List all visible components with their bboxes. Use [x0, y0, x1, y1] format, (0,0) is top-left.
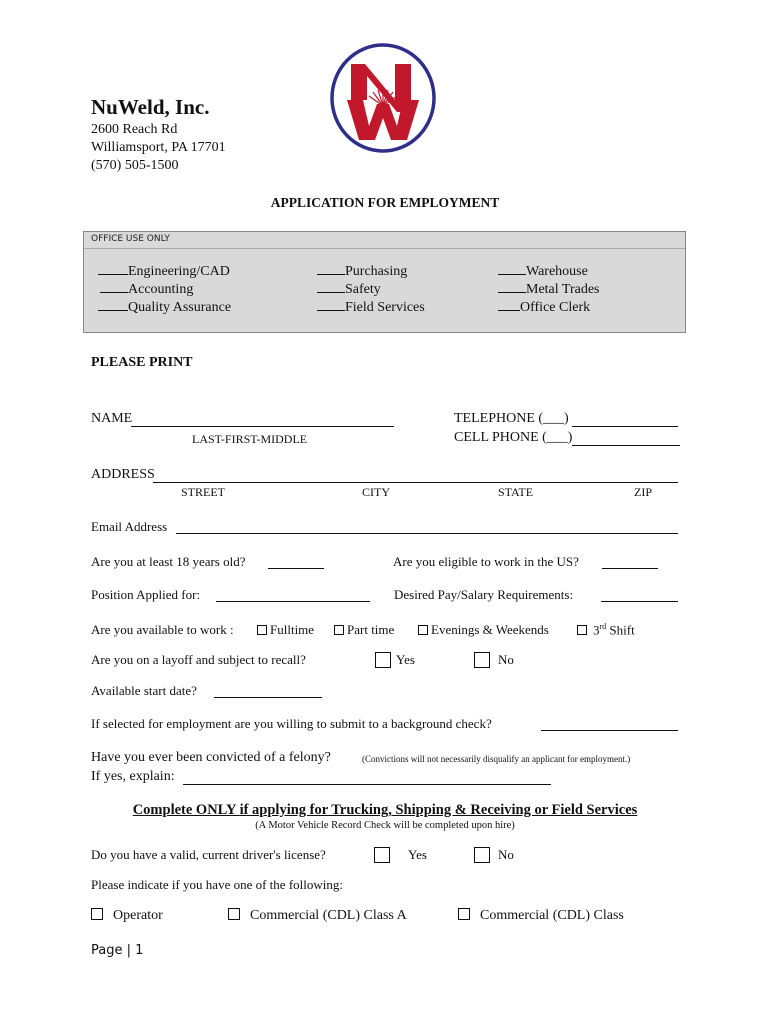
- office-item-engineering[interactable]: Engineering/CAD: [98, 262, 230, 280]
- start-date-label: Available start date?: [91, 683, 197, 698]
- office-use-divider: [84, 248, 685, 249]
- office-use-box: [83, 231, 686, 333]
- layoff-yes-checkbox[interactable]: [375, 652, 391, 668]
- availability-parttime[interactable]: Part time: [334, 622, 394, 638]
- office-item-warehouse[interactable]: Warehouse: [498, 262, 588, 280]
- position-field[interactable]: [216, 601, 370, 602]
- parttime-checkbox[interactable]: [334, 625, 344, 635]
- email-label: Email Address: [91, 519, 168, 534]
- telephone-label: TELEPHONE (___): [454, 411, 569, 426]
- cdl-checkbox[interactable]: [458, 908, 470, 920]
- office-item-purchasing[interactable]: Purchasing: [317, 262, 407, 280]
- indicate-label: Please indicate if you have one of the following:: [91, 877, 343, 892]
- mvr-note: (A Motor Vehicle Record Check will be completed upon hire): [255, 820, 515, 831]
- age-question: Are you at least 18 years old?: [91, 554, 246, 569]
- company-name: NuWeld, Inc.: [91, 95, 210, 119]
- availability-fulltime[interactable]: Fulltime: [257, 622, 314, 638]
- availability-third-shift[interactable]: 3rd Shift: [577, 622, 635, 638]
- availability-label: Are you available to work :: [91, 622, 234, 637]
- background-answer-field[interactable]: [541, 730, 678, 731]
- eligible-question: Are you eligible to work in the US?: [393, 554, 579, 569]
- address-street-label: STREET: [181, 485, 225, 499]
- license-yes-checkbox[interactable]: [374, 847, 390, 863]
- pay-label: Desired Pay/Salary Requirements:: [394, 587, 574, 602]
- felony-explain-field[interactable]: [183, 784, 551, 785]
- evenings-checkbox[interactable]: [418, 625, 428, 635]
- telephone-field[interactable]: [572, 426, 678, 427]
- form-title: APPLICATION FOR EMPLOYMENT: [270, 195, 500, 210]
- felony-note: (Convictions will not necessarily disqualify an applicant for employment.): [362, 754, 631, 764]
- license-no-checkbox[interactable]: [474, 847, 490, 863]
- availability-evenings[interactable]: Evenings & Weekends: [418, 622, 549, 638]
- company-city-state: Williamsport, PA 17701: [91, 140, 226, 155]
- office-item-office-clerk[interactable]: Office Clerk: [498, 298, 590, 316]
- page-footer: Page | 1: [91, 943, 144, 958]
- position-label: Position Applied for:: [91, 587, 201, 602]
- office-item-quality[interactable]: Quality Assurance: [98, 298, 231, 316]
- office-item-metal-trades[interactable]: Metal Trades: [498, 280, 600, 298]
- license-type-operator[interactable]: Operator: [91, 908, 163, 924]
- company-logo: [329, 42, 437, 154]
- license-yes-label: Yes: [408, 847, 427, 862]
- eligible-answer-field[interactable]: [602, 568, 658, 569]
- felony-explain-label: If yes, explain:: [91, 769, 175, 784]
- email-field[interactable]: [176, 533, 678, 534]
- address-city-label: CITY: [362, 485, 390, 499]
- please-print-label: PLEASE PRINT: [91, 355, 193, 370]
- company-phone: (570) 505-1500: [91, 158, 179, 173]
- office-item-accounting[interactable]: Accounting: [100, 280, 193, 298]
- operator-checkbox[interactable]: [91, 908, 103, 920]
- license-question: Do you have a valid, current driver's license?: [91, 847, 326, 862]
- third-shift-checkbox[interactable]: [577, 625, 587, 635]
- name-sublabel: LAST-FIRST-MIDDLE: [192, 432, 308, 446]
- address-state-label: STATE: [498, 485, 534, 499]
- background-question: If selected for employment are you willing to submit to a background check?: [91, 716, 492, 731]
- age-answer-field[interactable]: [268, 568, 324, 569]
- license-no-label: No: [498, 847, 514, 862]
- address-zip-label: ZIP: [634, 485, 652, 499]
- trucking-section-header: Complete ONLY if applying for Trucking, Shipping & Receiving or Field Services: [132, 802, 638, 818]
- layoff-no-checkbox[interactable]: [474, 652, 490, 668]
- fulltime-checkbox[interactable]: [257, 625, 267, 635]
- license-type-cdl[interactable]: Commercial (CDL) Class: [458, 908, 624, 924]
- start-date-field[interactable]: [214, 697, 322, 698]
- cell-phone-field[interactable]: [572, 445, 680, 446]
- layoff-no-label: No: [498, 652, 514, 667]
- layoff-yes-label: Yes: [396, 652, 415, 667]
- office-item-field-services[interactable]: Field Services: [317, 298, 425, 316]
- office-use-header: OFFICE USE ONLY: [91, 234, 170, 244]
- cell-phone-label: CELL PHONE (___): [454, 430, 573, 445]
- felony-question: Have you ever been convicted of a felony?: [91, 750, 331, 765]
- name-label: NAME: [91, 411, 133, 426]
- address-label: ADDRESS: [91, 467, 155, 482]
- office-item-safety[interactable]: Safety: [317, 280, 381, 298]
- license-type-cdl-a[interactable]: Commercial (CDL) Class A: [228, 908, 407, 924]
- cdl-a-checkbox[interactable]: [228, 908, 240, 920]
- name-field[interactable]: [131, 426, 394, 427]
- layoff-question: Are you on a layoff and subject to recall?: [91, 652, 306, 667]
- pay-field[interactable]: [601, 601, 678, 602]
- company-street: 2600 Reach Rd: [91, 122, 178, 137]
- address-field[interactable]: [153, 482, 678, 483]
